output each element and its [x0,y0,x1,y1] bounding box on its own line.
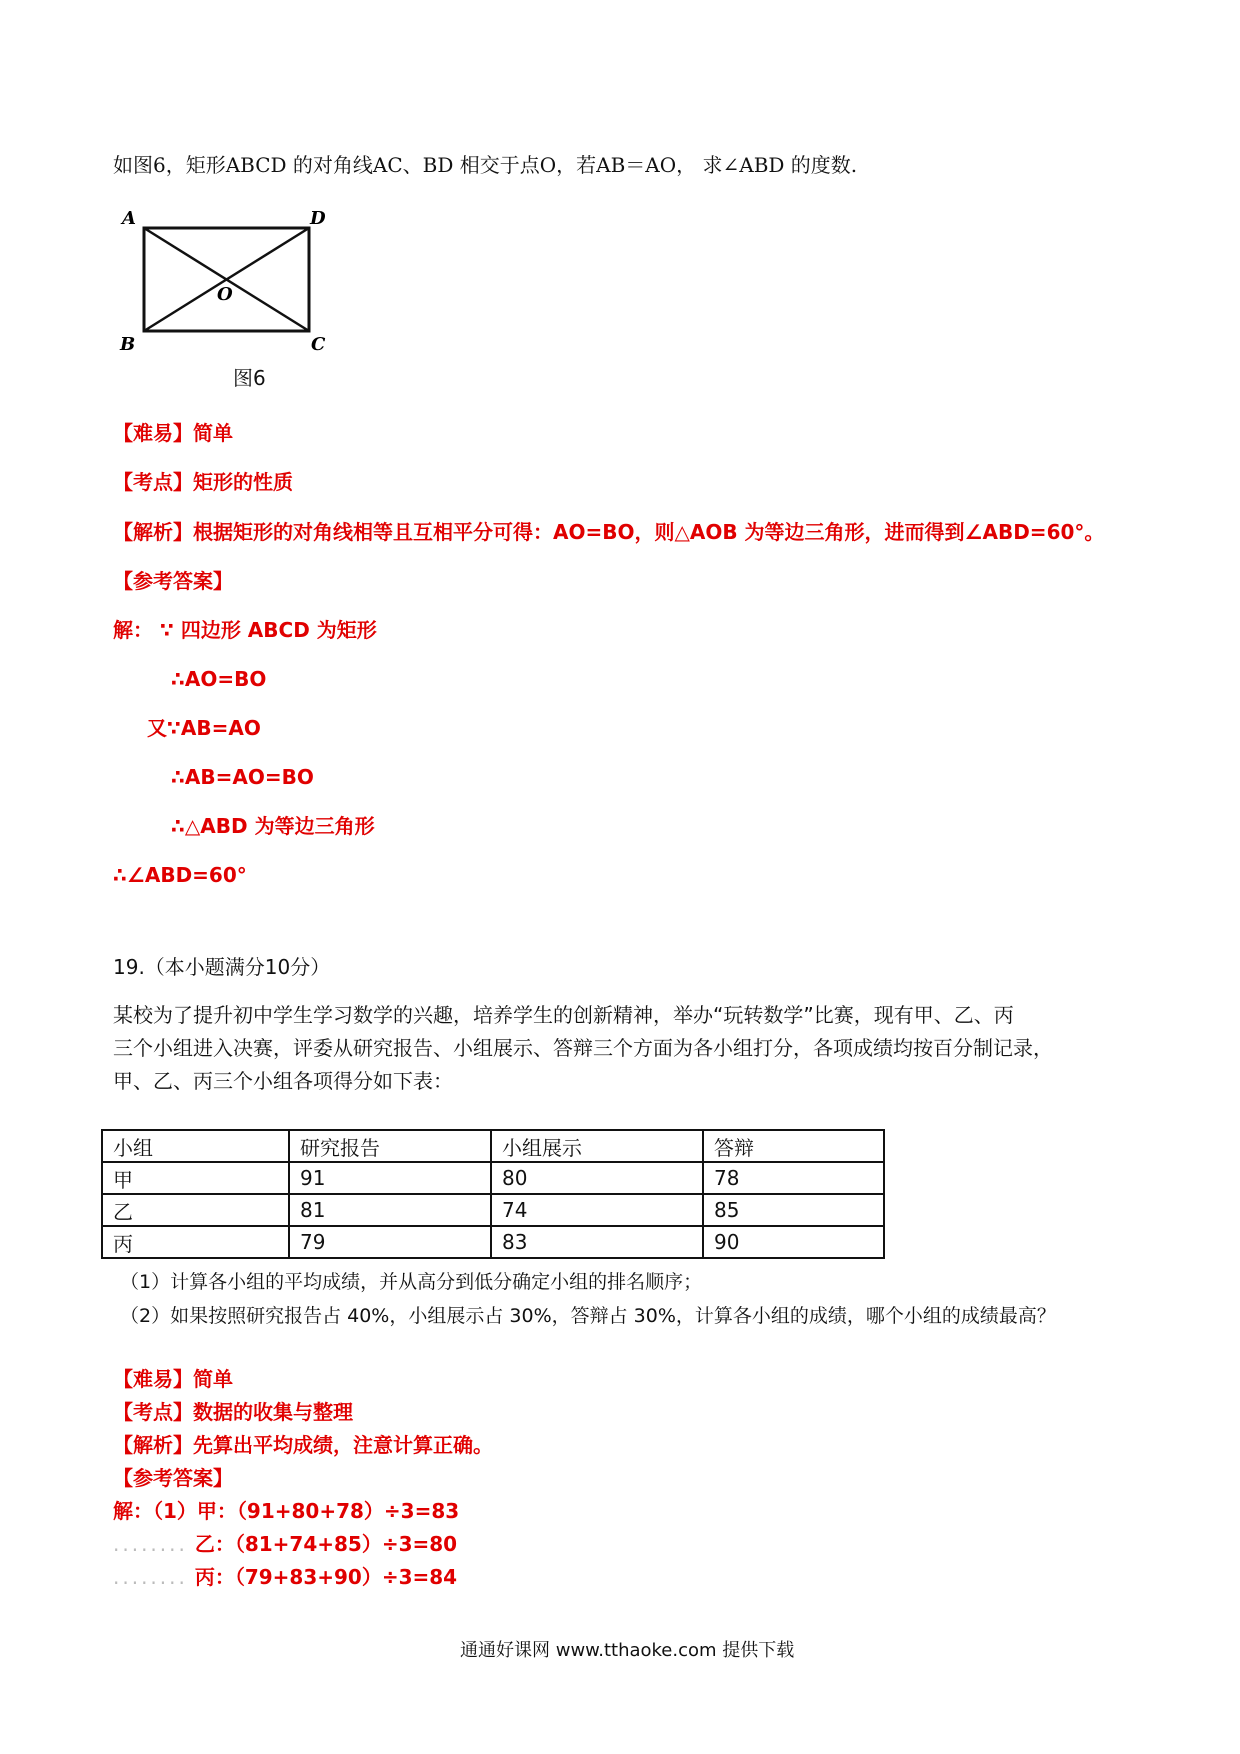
q19-difficulty: 【难易】简单 [113,1367,233,1391]
q18-solution-line: 解： ∵ 四边形 ABCD 为矩形 [113,618,377,642]
question-18-text: 如图6，矩形ABCD 的对角线AC、BD 相交于点O，若AB＝AO， 求∠ABD 的度数. [113,153,858,177]
table-header-cell: 答辩 [703,1130,884,1162]
q18-difficulty: 【难易】简单 [113,421,233,445]
table-row [102,1226,884,1258]
q19-solution-line [113,1565,457,1589]
q19-analysis: 【解析】先算出平均成绩，注意计算正确。 [113,1433,493,1457]
q19-intro-line: 甲、乙、丙三个小组各项得分如下表： [113,1069,453,1093]
q19-solution-text: 丙：（79+83+90）÷3=84 [194,1565,458,1589]
q19-knowledge-point: 【考点】数据的收集与整理 [113,1400,353,1424]
table-header-cell: 研究报告 [289,1130,491,1162]
figure-caption: 图6 [233,366,266,390]
table-cell: 74 [491,1194,703,1226]
label-b: B [120,334,136,355]
label-o: O [217,284,233,305]
q18-solution-line: ∴AO=BO [171,667,267,691]
rectangle-diagram [112,204,326,355]
q18-analysis: 【解析】根据矩形的对角线相等且互相平分可得：AO=BO，则△AOB 为等边三角形，进而得到∠ABD=60°。 [113,520,1105,544]
table-cell: 85 [703,1194,884,1226]
leader-dots: ........ [113,1565,188,1589]
table-header-row [102,1130,884,1162]
q18-solution-line: ∴△ABD 为等边三角形 [171,814,375,838]
table-cell: 81 [289,1194,491,1226]
question-19-heading: 19.（本小题满分10分） [113,955,331,979]
q19-solution-line: 解：（1）甲：（91+80+78）÷3=83 [113,1499,460,1523]
table-cell: 83 [491,1226,703,1258]
table-cell: 91 [289,1162,491,1194]
table-row [102,1162,884,1194]
q19-intro-line: 三个小组进入决赛，评委从研究报告、小组展示、答辩三个方面为各小组打分，各项成绩均按百分制记录， [113,1036,1053,1060]
table-cell: 79 [289,1226,491,1258]
table-cell: 80 [491,1162,703,1194]
label-a: A [122,208,136,229]
q18-solution-line: ∴AB=AO=BO [171,765,314,789]
q19-solution-line [113,1532,457,1556]
q18-solution-line: 又∵AB=AO [147,716,261,740]
q18-answer-title: 【参考答案】 [113,569,233,593]
table-header-cell: 小组 [102,1130,289,1162]
q19-sub-question: （1）计算各小组的平均成绩，并从高分到低分确定小组的排名顺序； [120,1271,703,1293]
q18-knowledge-point: 【考点】矩形的性质 [113,470,293,494]
table-cell: 乙 [102,1194,289,1226]
q19-intro-line: 某校为了提升初中学生学习数学的兴趣，培养学生的创新精神，举办“玩转数学”比赛，现有甲、乙、丙 [113,1003,1014,1027]
q19-sub-question: （2）如果按照研究报告占 40%，小组展示占 30%，答辩占 30%，计算各小组的成绩，哪个小组的成绩最高？ [120,1305,1056,1327]
table-row [102,1194,884,1226]
label-d: D [310,208,326,229]
score-table [101,1129,885,1259]
leader-dots: ........ [113,1532,188,1556]
q19-answer-title: 【参考答案】 [113,1466,233,1490]
q19-solution-text: 乙：（81+74+85）÷3=80 [194,1532,458,1556]
label-c: C [311,334,326,355]
q18-solution-line: ∴∠ABD=60° [113,863,247,887]
table-cell: 78 [703,1162,884,1194]
page-footer: 通通好课网 www.tthaoke.com 提供下载 [460,1640,795,1661]
table-cell: 甲 [102,1162,289,1194]
table-header-cell: 小组展示 [491,1130,703,1162]
table-cell: 丙 [102,1226,289,1258]
table-cell: 90 [703,1226,884,1258]
